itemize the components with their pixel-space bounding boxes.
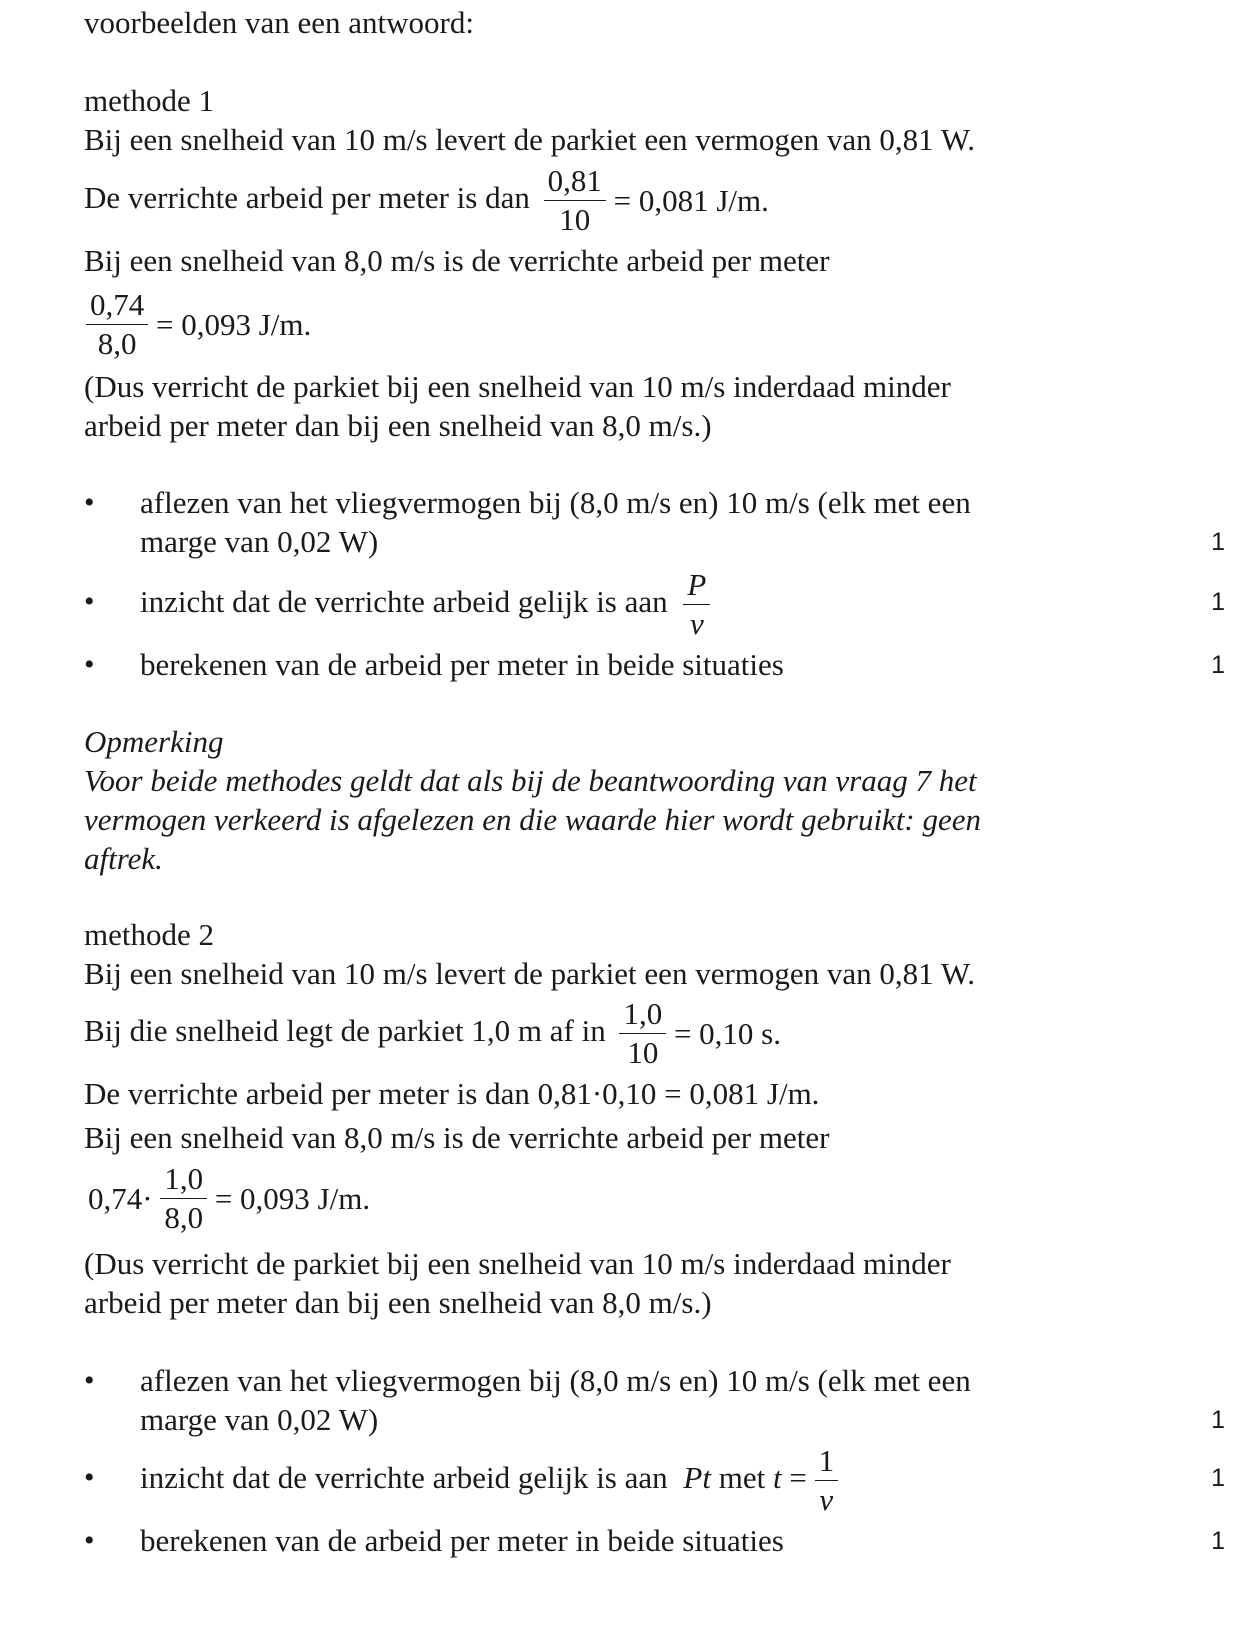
- remark-title: Opmerking: [84, 724, 224, 759]
- method1-line2-result: = 0,081 J/m.: [613, 182, 769, 218]
- remark-line2: vermogen verkeerd is afgelezen en die waarde hier wordt gebruikt: geen: [84, 802, 982, 837]
- method1-fraction-2: [86, 286, 148, 363]
- method1-bullet2-text: inzicht dat de verrichte arbeid gelijk is aan: [140, 584, 668, 619]
- method1-bullet2: [140, 562, 710, 643]
- method2-line2-result: = 0,10 s.: [673, 1015, 781, 1051]
- method2-bullet2-eq: =: [789, 1460, 807, 1495]
- bullet-icon: •: [84, 486, 95, 519]
- method2-bullet2-text: inzicht dat de verrichte arbeid gelijk is aan: [140, 1460, 668, 1495]
- method2-bullet2: [140, 1438, 838, 1519]
- method2-bullet3-score: 1: [1211, 1527, 1225, 1555]
- method2-bullet2-met: met: [718, 1460, 766, 1495]
- method1-bullet2-fraction: [683, 566, 710, 643]
- fraction-denominator: 10: [627, 1035, 659, 1071]
- remark-line3: aftrek.: [84, 841, 163, 876]
- method2-line3: De verrichte arbeid per meter is dan 0,81·0,10 = 0,081 J/m.: [84, 1076, 820, 1111]
- method2-bullet1-line1: aflezen van het vliegvermogen bij (8,0 m/s en) 10 m/s (elk met een: [140, 1363, 971, 1398]
- method2-line2-text: Bij die snelheid legt de parkiet 1,0 m af in: [84, 1013, 606, 1048]
- method2-bullet1-line2: marge van 0,02 W): [140, 1402, 379, 1437]
- method2-bullet2-score: 1: [1211, 1464, 1225, 1492]
- method2-bullet2-fraction: [815, 1442, 839, 1519]
- method1-bullet1-score: 1: [1211, 528, 1225, 556]
- fraction-numerator: 0,81: [547, 163, 602, 199]
- bullet-icon: •: [84, 648, 95, 681]
- method2-line7: arbeid per meter dan bij een snelheid van 8,0 m/s.): [84, 1285, 712, 1320]
- fraction-denominator: v: [689, 606, 704, 642]
- method1-line1: Bij een snelheid van 10 m/s levert de parkiet een vermogen van 0,81 W.: [84, 122, 976, 157]
- fraction-numerator: 0,74: [90, 287, 145, 323]
- intro-text: voorbeelden van een antwoord:: [84, 5, 474, 40]
- method1-title: methode 1: [84, 83, 214, 118]
- bullet-icon: •: [84, 1524, 95, 1557]
- fraction-denominator: 10: [559, 202, 591, 238]
- method2-line4: Bij een snelheid van 8,0 m/s is de verrichte arbeid per meter: [84, 1120, 830, 1155]
- fraction-numerator: P: [687, 567, 707, 603]
- method1-bullet1-line1: aflezen van het vliegvermogen bij (8,0 m/s en) 10 m/s (elk met een: [140, 485, 971, 520]
- method1-line3: Bij een snelheid van 8,0 m/s is de verrichte arbeid per meter: [84, 243, 830, 278]
- method1-line5: (Dus verricht de parkiet bij een snelheid van 10 m/s inderdaad minder: [84, 369, 951, 404]
- method1-line6: arbeid per meter dan bij een snelheid van 8,0 m/s.): [84, 408, 712, 443]
- method2-bullet3: berekenen van de arbeid per meter in beide situaties: [140, 1523, 784, 1558]
- method1-bullet3: berekenen van de arbeid per meter in beide situaties: [140, 647, 784, 682]
- remark-line1: Voor beide methodes geldt dat als bij de beantwoording van vraag 7 het: [84, 763, 977, 798]
- method1-line4: [86, 284, 311, 363]
- method2-bullet2-pt: Pt: [683, 1460, 711, 1495]
- bullet-icon: •: [84, 1461, 95, 1494]
- method2-title: methode 2: [84, 917, 214, 952]
- method2-line1: Bij een snelheid van 10 m/s levert de parkiet een vermogen van 0,81 W.: [84, 956, 976, 991]
- bullet-icon: •: [84, 585, 95, 618]
- method1-line2-text: De verrichte arbeid per meter is dan: [84, 180, 530, 215]
- fraction-denominator: v: [819, 1482, 834, 1518]
- method1-bullet3-score: 1: [1211, 651, 1225, 679]
- method1-bullet2-score: 1: [1211, 588, 1225, 616]
- method2-fraction-1: [619, 995, 666, 1072]
- method2-line6: (Dus verricht de parkiet bij een snelheid van 10 m/s inderdaad minder: [84, 1246, 951, 1281]
- fraction-numerator: 1,0: [623, 996, 663, 1032]
- method1-line2: [84, 160, 769, 239]
- fraction-denominator: 8,0: [164, 1200, 204, 1236]
- method2-line5: [88, 1158, 370, 1237]
- method1-bullet1-line2: marge van 0,02 W): [140, 524, 379, 559]
- method1-line4-result: = 0,093 J/m.: [156, 306, 312, 342]
- fraction-numerator: 1: [818, 1443, 835, 1479]
- method2-bullet1-score: 1: [1211, 1406, 1225, 1434]
- method2-bullet2-t: t: [772, 1460, 782, 1495]
- method2-fraction-2: [160, 1160, 207, 1237]
- fraction-numerator: 1,0: [164, 1161, 204, 1197]
- method1-fraction-1: [544, 162, 606, 239]
- fraction-denominator: 8,0: [97, 326, 137, 362]
- method2-line5-prefix: 0,74·: [88, 1180, 153, 1216]
- method2-line2: [84, 993, 781, 1072]
- bullet-icon: •: [84, 1364, 95, 1397]
- method2-line5-result: = 0,093 J/m.: [214, 1180, 371, 1216]
